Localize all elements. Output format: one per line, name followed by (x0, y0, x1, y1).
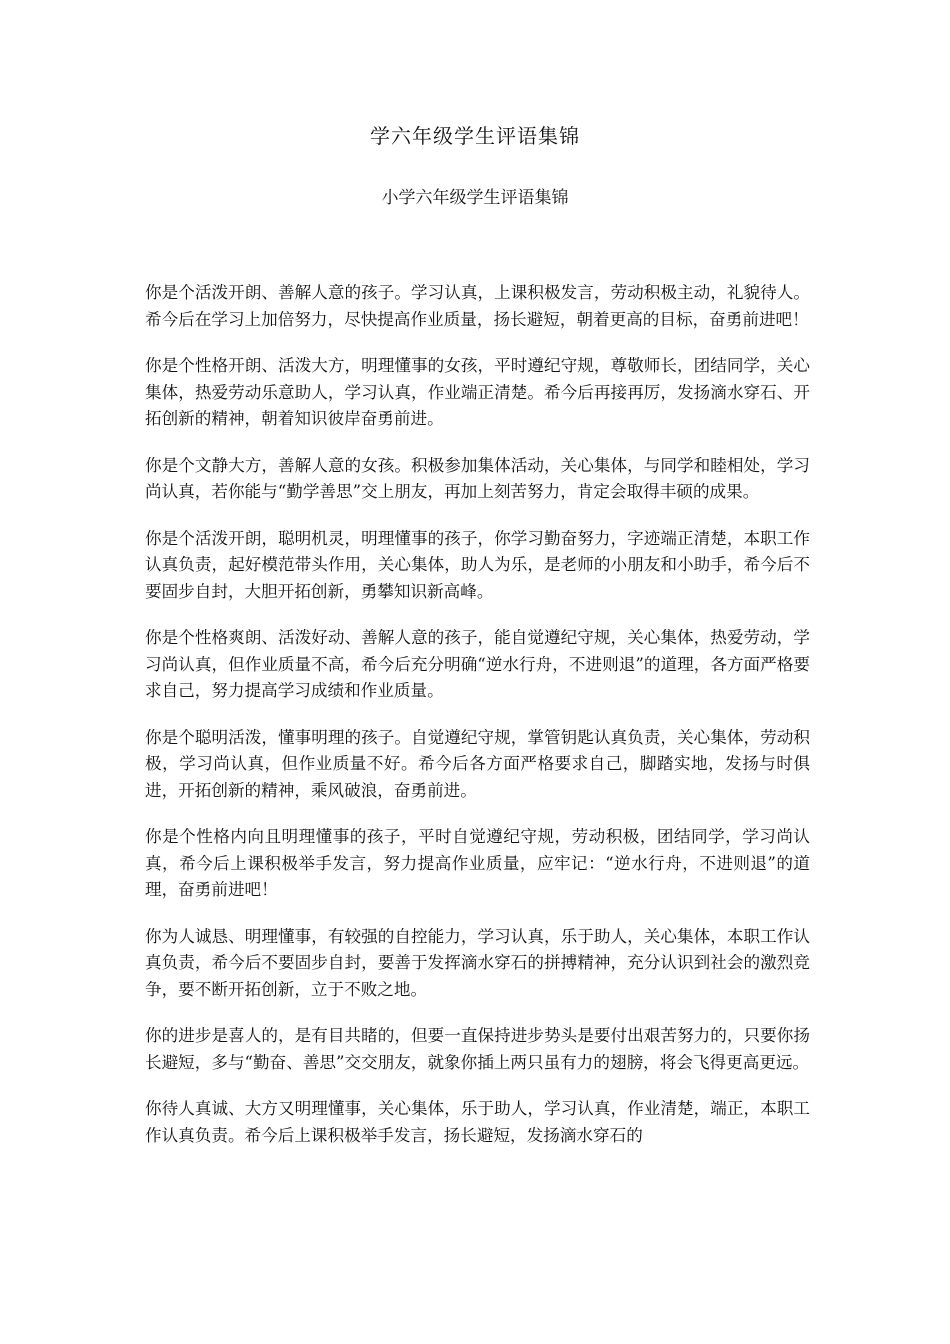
document-title: 学六年级学生评语集锦 (370, 124, 580, 148)
paragraph: 你是个活泼开朗、善解人意的孩子。学习认真，上课积极发言，劳动积极主动，礼貌待人。希今后在学习上加倍努力，尽快提高作业质量，扬长避短，朝着更高的目标，奋勇前进吧！ (145, 283, 810, 329)
document-subtitle: 小学六年级学生评语集锦 (381, 188, 569, 208)
paragraph: 你是个文静大方，善解人意的女孩。积极参加集体活动，关心集体，与同学和睦相处，学习尚认真，若你能与“勤学善思”交上朋友，再加上刻苦努力，肯定会取得丰硕的成果。 (145, 455, 810, 501)
paragraph: 你待人真诚、大方又明理懂事，关心集体，乐于助人，学习认真，作业清楚，端正，本职工作认真负责。希今后上课积极举手发言，扬长避短，发扬滴水穿石的 (145, 1099, 810, 1145)
document-body (145, 280, 810, 1169)
paragraph: 你是个性格内向且明理懂事的孩子，平时自觉遵纪守规，劳动积极，团结同学，学习尚认真，希今后上课积极举手发言，努力提高作业质量，应牢记：“逆水行舟，不进则退”的道理，奋勇前进吧！ (145, 827, 810, 899)
paragraph: 你是个活泼开朗，聪明机灵，明理懂事的孩子，你学习勤奋努力，字迹端正清楚，本职工作认真负责，起好模范带头作用，关心集体，助人为乐，是老师的小朋友和小助手，希今后不要固步自封，大胆开拓创新，勇攀知识新高峰。 (145, 528, 810, 601)
paragraph: 你的进步是喜人的，是有目共睹的，但要一直保持进步势头是要付出艰苦努力的，只要你扬长避短，多与“勤奋、善思”交交朋友，就象你插上两只虽有力的翅膀，将会飞得更高更远。 (145, 1026, 810, 1072)
paragraph: 你为人诚恳、明理懂事，有较强的自控能力，学习认真，乐于助人，关心集体，本职工作认真负责，希今后不要固步自封，要善于发挥滴水穿石的拼搏精神，充分认识到社会的激烈竞争，要不断开拓创新，立于不败之地。 (145, 926, 810, 999)
paragraph: 你是个性格爽朗、活泼好动、善解人意的孩子，能自觉遵纪守规，关心集体，热爱劳动，学习尚认真，但作业质量不高，希今后充分明确“逆水行舟，不进则退”的道理，各方面严格要求自己，努力提高学习成绩和作业质量。 (145, 628, 810, 700)
paragraph: 你是个聪明活泼，懂事明理的孩子。自觉遵纪守规，掌管钥匙认真负责，关心集体，劳动积极，学习尚认真，但作业质量不好。希今后各方面严格要求自己，脚踏实地，发扬与时俱进，开拓创新的精神，乘风破浪，奋勇前进。 (145, 727, 810, 800)
paragraph: 你是个性格开朗、活泼大方，明理懂事的女孩，平时遵纪守规，尊敬师长，团结同学，关心集体，热爱劳动乐意助人，学习认真，作业端正清楚。希今后再接再厉，发扬滴水穿石、开拓创新的精神，朝着知识彼岸奋勇前进。 (145, 356, 810, 428)
